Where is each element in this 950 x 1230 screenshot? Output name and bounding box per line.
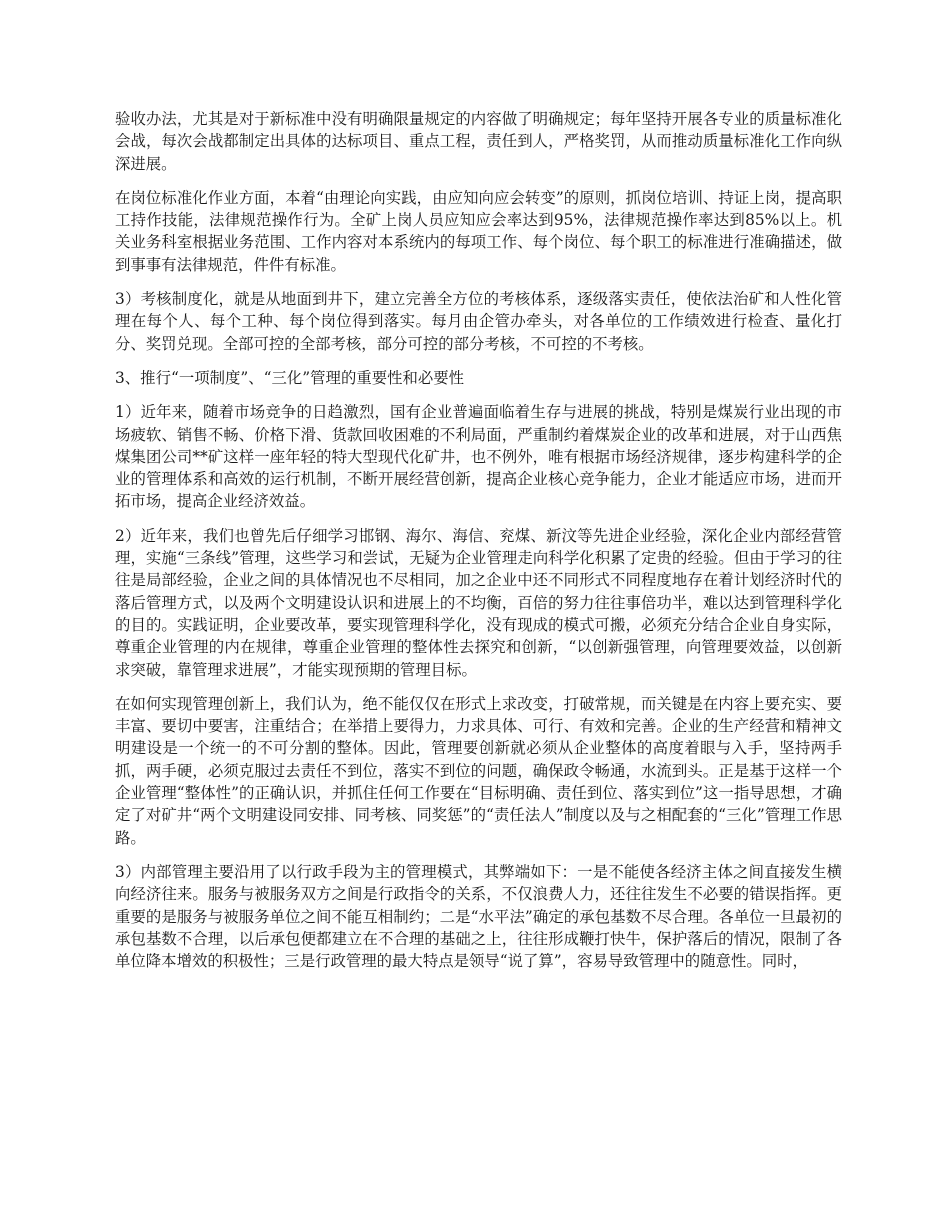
paragraph-management-innovation: 在如何实现管理创新上，我们认为，绝不能仅仅在形式上求改变，打破常规，而关键是在内容上要充实、要丰富、要切中要害，注重结合；在举措上要得力，力求具体、可行、有效和完善。企业的生产经营和精神文明建设是一个统一的不可分割的整体。因此，管理要创新就必须从企业整体的高度着眼与入手，坚持两手抓，两手硬，必须克服过去责任不到位，落实不到位的问题，确保政令畅通，水流到头。正是基于这样一个企业管理“整体性”的正确认识，并抓住任何工作要在“目标明确、责任到位、落实到位”这一指导思想，才确定了对矿井“两个文明建设同安排、同考核、同奖惩”的“责任法人”制度以及与之相配套的“三化”管理工作思路。 [115, 694, 842, 847]
paragraph-post-standardization: 在岗位标准化作业方面，本着“由理论向实践，由应知向应会转变”的原则，抓岗位培训、持证上岗，提高职工持作技能，法律规范操作行为。全矿上岗人员应知应会率达到95%，法律规范操作率达到85%以上。机关业务科室根据业务范围、工作内容对本系统内的每项工作、每个岗位、每个职工的标准进行准确描述，做到事事有法律规范，件件有标准。 [115, 188, 842, 274]
paragraph-learning-experience: 2）近年来，我们也曾先后仔细学习邯钢、海尔、海信、兖煤、新汶等先进企业经验，深化企业内部经营管理，实施“三条线”管理，这些学习和尝试，无疑为企业管理走向科学化积累了定贵的经验。但由于学习的往往是局部经验，企业之间的具体情况也不尽相同，加之企业中还不同形式不同程度地存在着计划经济时代的落后管理方式，以及两个文明建设认识和进展上的不均衡，百倍的努力往往事倍功半，难以达到管理科学化的目的。实践证明，企业要改革，要实现管理科学化，没有现成的模式可搬，必须充分结合企业自身实际，尊重企业管理的内在规律，尊重企业管理的整体性去探究和创新，“以创新强管理，向管理要效益，以创新求突破，靠管理求进展”，才能实现预期的管理目标。 [115, 526, 842, 679]
paragraph-assessment-system: 3）考核制度化，就是从地面到井下，建立完善全方位的考核体系，逐级落实责任，使依法治矿和人性化管理在每个人、每个工种、每个岗位得到落实。每月由企管办牵头，对各单位的工作绩效进行检查、量化打分、奖罚兑现。全部可控的全部考核，部分可控的部分考核，不可控的不考核。 [115, 290, 842, 353]
section-heading: 3、推行“一项制度”、“三化”管理的重要性和必要性 [115, 368, 465, 387]
paragraph-acceptance-method: 验收办法，尤其是对于新标准中没有明确限量规定的内容做了明确规定；每年坚持开展各专业的质量标准化会战，每次会战都制定出具体的达标项目、重点工程，责任到人，严格奖罚，从而推动质量标准化工作向纵深进展。 [115, 110, 842, 173]
paragraph-market-competition: 1）近年来，随着市场竞争的日趋激烈，国有企业普遍面临着生存与进展的挑战，特别是煤炭行业出现的市场疲软、销售不畅、价格下滑、货款回收困难的不利局面，严重制约着煤炭企业的改革和进展，对于山西焦煤集团公司**矿这样一座年轻的特大型现代化矿井，也不例外，唯有根据市场经济规律，逐步构建科学的企业的管理体系和高效的运行机制，不断开展经营创新，提高企业核心竞争能力，企业才能适应市场，进而开拓市场，提高企业经济效益。 [115, 403, 842, 511]
document-body [115, 108, 842, 984]
paragraph-internal-management: 3）内部管理主要沿用了以行政手段为主的管理模式，其弊端如下：一是不能使各经济主体之间直接发生横向经济往来。服务与被服务双方之间是行政指令的关系，不仅浪费人力，还往往发生不必要的错误指挥。更重要的是服务与被服务单位之间不能互相制约；二是“水平法”确定的承包基数不尽合理。各单位一旦最初的承包基数不合理，以后承包便都建立在不合理的基础之上，往往形成鞭打快牛，保护落后的情况，限制了各单位降本增效的积极性；三是行政管理的最大特点是领导“说了算”，容易导致管理中的随意性。同时， [115, 862, 842, 971]
